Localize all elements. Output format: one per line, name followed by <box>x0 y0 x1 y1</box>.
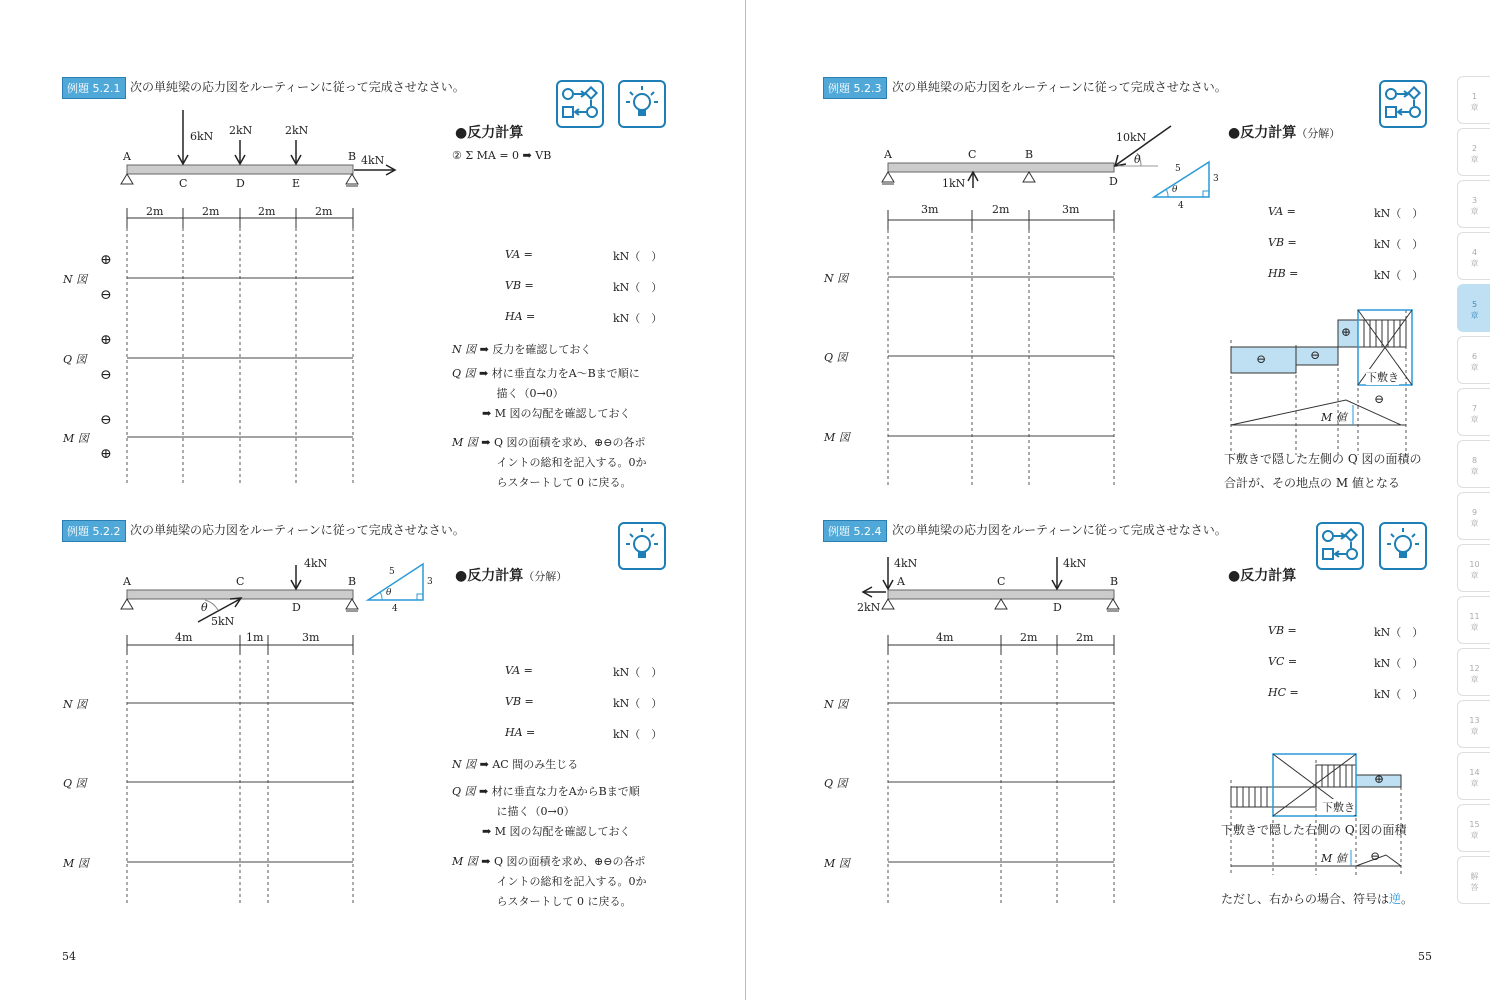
point-label: B <box>1110 575 1119 588</box>
reaction-unit: kN（ ） <box>1374 269 1424 282</box>
reaction-unit: kN（ ） <box>1374 657 1424 670</box>
point-label: B <box>348 575 357 588</box>
note-n: N 図 ➡ AC 間のみ生じる <box>452 758 579 771</box>
point-label: B <box>348 150 357 163</box>
reaction-unit: kN（ ） <box>613 250 663 263</box>
chapter-tab-number: 解 <box>1470 872 1479 881</box>
minus-sign: ⊖ <box>1370 849 1381 863</box>
chapter-tab-label: 章 <box>1470 831 1479 840</box>
chapter-tab-number: 12 <box>1469 664 1480 673</box>
reaction-unit: kN（ ） <box>613 281 663 294</box>
chapter-tab-label: 答 <box>1470 883 1479 892</box>
dimension-label: 3m <box>1062 203 1080 216</box>
point-label: A <box>897 575 905 588</box>
chapter-tab-number: 5 <box>1471 300 1478 309</box>
reaction-label: HA = <box>505 726 536 739</box>
load-label: 4kN <box>304 557 328 570</box>
load-label: 4kN <box>361 154 385 167</box>
reaction-label: VA = <box>505 664 533 677</box>
q-diagram-label: Q 図 <box>824 777 848 790</box>
reaction-unit: kN（ ） <box>613 312 663 325</box>
reaction-unit: kN（ ） <box>613 728 663 741</box>
chapter-tab-label: 章 <box>1470 467 1479 476</box>
point-label: A <box>123 575 131 588</box>
example-tag-5-2-2: 例題 5.2.2 <box>62 520 126 542</box>
chapter-tab-label: 章 <box>1470 259 1479 268</box>
chapter-tab-3[interactable] <box>1457 180 1490 228</box>
shitajiki-label: 下敷き <box>1366 371 1399 384</box>
minus-sign: ⊖ <box>100 287 112 303</box>
point-label: D <box>1109 175 1118 188</box>
reaction-label: VC = <box>1268 655 1298 668</box>
n-diagram-label: N 図 <box>824 272 849 285</box>
chapter-tab-9[interactable] <box>1457 492 1490 540</box>
chapter-tab-6[interactable] <box>1457 336 1490 384</box>
minus-sign: ⊖ <box>100 367 112 383</box>
chapter-tab-15[interactable] <box>1457 804 1490 852</box>
m-diagram-label: M 図 <box>824 431 850 444</box>
dimension-label: 2m <box>146 205 164 218</box>
example-tag-5-2-1: 例題 5.2.1 <box>62 77 126 99</box>
chapter-tab-label: 章 <box>1470 103 1479 112</box>
dimension-label: 2m <box>315 205 333 218</box>
reaction-heading: ●反力計算（分解） <box>1228 125 1341 141</box>
chapter-tab-label: 章 <box>1470 519 1479 528</box>
point-label: C <box>997 575 1006 588</box>
plus-sign: ⊕ <box>1374 772 1385 786</box>
point-label: C <box>236 575 245 588</box>
dimension-label: 2m <box>1076 631 1094 644</box>
dimension-label: 2m <box>202 205 220 218</box>
chapter-tab-number: 9 <box>1471 508 1478 517</box>
dimension-label: 4m <box>936 631 954 644</box>
reaction-label: VB = <box>505 279 534 292</box>
triangle-label: 3 <box>427 577 433 587</box>
note-m: M 図 ➡ Q 図の面積を求め、⊕⊖の各ポ イントの総和を記入する。0か らスタートして 0 に戻る。 <box>452 855 647 908</box>
point-label: C <box>968 148 977 161</box>
ex4-caption-1: 下敷きで隠した右側の Q 図の面積 <box>1221 823 1407 837</box>
chapter-tab-4[interactable] <box>1457 232 1490 280</box>
note-n: N 図 ➡ 反力を確認しておく <box>452 343 592 356</box>
dimension-label: 1m <box>246 631 264 644</box>
ex3-caption: 下敷きで隠した左側の Q 図の面積の 合計が、その地点の M 値となる <box>1224 452 1422 490</box>
chapter-tab-label: 章 <box>1470 155 1479 164</box>
point-label: D <box>292 601 301 614</box>
load-label: 4kN <box>1063 557 1087 570</box>
load-label: 5kN <box>211 615 235 628</box>
reaction-label: HC = <box>1268 686 1299 699</box>
chapter-tab-number: 14 <box>1469 768 1480 777</box>
chapter-tab-5[interactable] <box>1457 284 1490 332</box>
example-tag-5-2-4: 例題 5.2.4 <box>823 520 887 542</box>
note-q: Q 図 ➡ 材に垂直な力をAからBまで順 に描く（0→0） ➡ M 図の勾配を確認しておく <box>452 785 640 838</box>
triangle-label: 5 <box>389 567 395 577</box>
point-label: E <box>292 177 301 190</box>
reaction-unit: kN（ ） <box>1374 207 1424 220</box>
lightbulb-icon <box>618 522 666 570</box>
q-diagram-label: Q 図 <box>824 351 848 364</box>
chapter-tab-12[interactable] <box>1457 648 1490 696</box>
n-diagram-label: N 図 <box>63 273 88 286</box>
chapter-tab-number: 8 <box>1471 456 1478 465</box>
load-label: 10kN <box>1116 131 1147 144</box>
point-label: C <box>179 177 188 190</box>
chapter-tab-label: 章 <box>1470 623 1479 632</box>
chapter-tab-label: 章 <box>1470 363 1479 372</box>
reaction-label: HB = <box>1268 267 1299 280</box>
plus-sign: ⊕ <box>1341 325 1352 339</box>
reaction-label: VA = <box>1268 205 1296 218</box>
reaction-unit: kN（ ） <box>1374 688 1424 701</box>
point-label: A <box>123 150 131 163</box>
example-text-5-2-1: 次の単純梁の応力図をルーティーンに従って完成させなさい。 <box>130 80 465 94</box>
example-text-5-2-3: 次の単純梁の応力図をルーティーンに従って完成させなさい。 <box>892 80 1227 94</box>
chapter-tab-label: 章 <box>1470 415 1479 424</box>
chapter-tabs <box>1457 76 1490 908</box>
chapter-tab-label: 章 <box>1470 311 1479 320</box>
minus-sign: ⊖ <box>1256 352 1267 366</box>
minus-sign: ⊖ <box>100 412 112 428</box>
chapter-tab-label: 章 <box>1470 571 1479 580</box>
page-number: 54 <box>62 950 76 963</box>
moment-formula: ② Σ MA = 0 ➡ VB <box>452 149 552 162</box>
triangle-label: θ <box>386 588 392 598</box>
q-diagram-label: Q 図 <box>63 353 87 366</box>
chapter-tab-number: 15 <box>1469 820 1480 829</box>
load-label: 2kN <box>229 124 253 137</box>
point-label: B <box>1025 148 1034 161</box>
chapter-tab-13[interactable] <box>1457 700 1490 748</box>
load-label: 2kN <box>285 124 309 137</box>
note-q: Q 図 ➡ 材に垂直な力をA～Bまで順に 描く（0→0） ➡ M 図の勾配を確認しておく <box>452 367 640 420</box>
m-value-label: M 値 <box>1321 852 1347 865</box>
chapter-tab-2[interactable] <box>1457 128 1490 176</box>
point-label: D <box>236 177 245 190</box>
chapter-tab-解[interactable] <box>1457 856 1490 904</box>
example-text-5-2-4: 次の単純梁の応力図をルーティーンに従って完成させなさい。 <box>892 523 1227 537</box>
reaction-unit: kN（ ） <box>1374 626 1424 639</box>
chapter-tab-number: 3 <box>1471 196 1478 205</box>
shitajiki-label: 下敷き <box>1322 801 1355 814</box>
dimension-label: 2m <box>1020 631 1038 644</box>
chapter-tab-11[interactable] <box>1457 596 1490 644</box>
load-label: 2kN <box>857 601 881 614</box>
note-m: M 図 ➡ Q 図の面積を求め、⊕⊖の各ポ イントの総和を記入する。0か らスタートして 0 に戻る。 <box>452 436 647 489</box>
reaction-label: VA = <box>505 248 533 261</box>
minus-sign: ⊖ <box>1374 392 1385 406</box>
reaction-unit: kN（ ） <box>613 697 663 710</box>
m-diagram-label: M 図 <box>63 857 89 870</box>
load-label: 6kN <box>190 130 214 143</box>
m-diagram-label: M 図 <box>63 432 89 445</box>
reaction-label: VB = <box>505 695 534 708</box>
load-label: 4kN <box>894 557 918 570</box>
ex4-caption-2: ただし、右からの場合、符号は逆。 <box>1221 892 1414 906</box>
plus-sign: ⊕ <box>100 332 112 348</box>
m-value-label: M 値 <box>1321 411 1347 424</box>
reaction-label: VB = <box>1268 236 1297 249</box>
right-page <box>746 0 1490 1000</box>
chapter-tab-number: 10 <box>1469 560 1480 569</box>
q-diagram-label: Q 図 <box>63 777 87 790</box>
chapter-tab-label: 章 <box>1470 779 1479 788</box>
example-tag-5-2-3: 例題 5.2.3 <box>823 77 887 99</box>
chapter-tab-number: 11 <box>1469 612 1480 621</box>
page-number: 55 <box>1418 950 1432 963</box>
chapter-tab-number: 4 <box>1471 248 1478 257</box>
dimension-label: 4m <box>175 631 193 644</box>
reaction-label: HA = <box>505 310 536 323</box>
m-diagram-label: M 図 <box>824 857 850 870</box>
point-label: D <box>1053 601 1062 614</box>
chapter-tab-number: 7 <box>1471 404 1478 413</box>
triangle-label: 3 <box>1213 174 1219 184</box>
dimension-label: 3m <box>302 631 320 644</box>
chapter-tab-label: 章 <box>1470 207 1479 216</box>
reaction-heading: ●反力計算（分解） <box>455 568 568 584</box>
reaction-unit: kN（ ） <box>1374 238 1424 251</box>
plus-sign: ⊕ <box>100 446 112 462</box>
plus-sign: ⊕ <box>100 252 112 268</box>
chapter-tab-number: 2 <box>1471 144 1478 153</box>
reaction-heading: ●反力計算 <box>1228 568 1297 584</box>
triangle-label: θ <box>1172 185 1178 195</box>
triangle-label: 4 <box>392 604 398 614</box>
chapter-tab-label: 章 <box>1470 727 1479 736</box>
load-label: 1kN <box>942 177 966 190</box>
example-text-5-2-2: 次の単純梁の応力図をルーティーンに従って完成させなさい。 <box>130 523 465 537</box>
reaction-label: VB = <box>1268 624 1297 637</box>
reaction-heading: ●反力計算 <box>455 125 524 141</box>
chapter-tab-number: 6 <box>1471 352 1478 361</box>
chapter-tab-14[interactable] <box>1457 752 1490 800</box>
reaction-unit: kN（ ） <box>613 666 663 679</box>
chapter-tab-label: 章 <box>1470 675 1479 684</box>
triangle-label: 4 <box>1178 201 1184 211</box>
n-diagram-label: N 図 <box>63 698 88 711</box>
point-label: A <box>884 148 892 161</box>
dimension-label: 3m <box>921 203 939 216</box>
angle-label: θ <box>1134 153 1141 166</box>
angle-label: θ <box>201 601 208 614</box>
dimension-label: 2m <box>258 205 276 218</box>
n-diagram-label: N 図 <box>824 698 849 711</box>
chapter-tab-number: 13 <box>1469 716 1480 725</box>
routine-flow-icon <box>1316 522 1364 570</box>
minus-sign: ⊖ <box>1310 348 1321 362</box>
chapter-tab-1[interactable] <box>1457 76 1490 124</box>
routine-flow-icon <box>1379 80 1427 128</box>
chapter-tab-8[interactable] <box>1457 440 1490 488</box>
chapter-tab-7[interactable] <box>1457 388 1490 436</box>
lightbulb-icon <box>1379 522 1427 570</box>
triangle-label: 5 <box>1175 164 1181 174</box>
dimension-label: 2m <box>992 203 1010 216</box>
chapter-tab-10[interactable] <box>1457 544 1490 592</box>
chapter-tab-number: 1 <box>1471 92 1478 101</box>
